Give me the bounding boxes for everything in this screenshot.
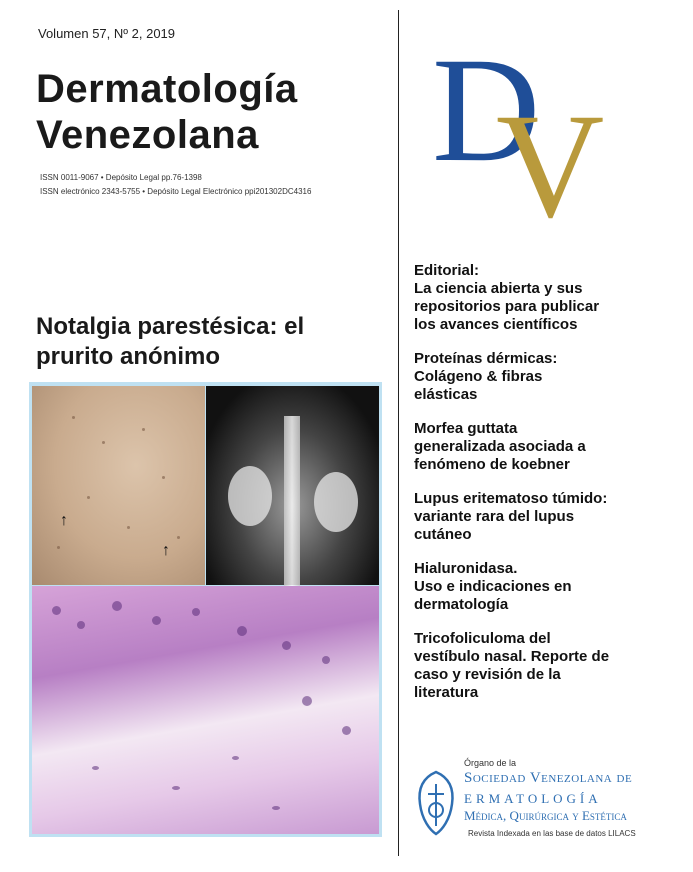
- issn-print: ISSN 0011-9067 • Depósito Legal pp.76-1398: [40, 173, 202, 182]
- arrow-icon: ↑: [60, 512, 68, 529]
- article-line: Editorial:: [414, 262, 480, 279]
- dv-logo: [432, 28, 632, 228]
- article-line: elásticas: [414, 386, 478, 403]
- cover-story-title-line-1: Notalgia parestésica: el: [36, 313, 305, 340]
- article-line: Lupus eritematoso túmido:: [414, 490, 608, 507]
- histology-image: [32, 586, 379, 834]
- indexed-note: Revista Indexada en las base de datos LILACS: [468, 829, 636, 838]
- article-morfea: [414, 420, 674, 474]
- article-line: La ciencia abierta y sus: [414, 280, 583, 297]
- article-line: Morfea guttata: [414, 420, 518, 437]
- article-line: repositorios para publicar: [414, 298, 600, 315]
- article-line: Uso e indicaciones en: [414, 578, 572, 595]
- clinical-photo-back: [32, 386, 205, 585]
- logo-letter-d: D: [432, 28, 541, 193]
- article-editorial: [414, 262, 674, 334]
- article-line: Proteínas dérmicas:: [414, 350, 558, 367]
- article-line: Hialuronidasa.: [414, 560, 518, 577]
- logo-letter-v: V: [496, 83, 605, 228]
- volume-issue: Volumen 57, Nº 2, 2019: [38, 26, 176, 41]
- journal-title-line-1: Dermatología: [36, 67, 298, 111]
- article-lupus: [414, 490, 674, 544]
- article-line: generalizada asociada a: [414, 438, 586, 455]
- article-line: cutáneo: [414, 526, 472, 543]
- organo-label: Órgano de la: [464, 758, 517, 768]
- journal-title-line-2: Venezolana: [36, 113, 259, 157]
- arrow-icon: ↑: [162, 542, 170, 559]
- cover-story-title-line-2: prurito anónimo: [36, 343, 220, 370]
- article-line: dermatología: [414, 596, 509, 613]
- article-line: los avances científicos: [414, 316, 578, 333]
- article-tricofoliculoma: [414, 630, 674, 702]
- article-line: caso y revisión de la: [414, 666, 561, 683]
- society-name-line-3: Médica, Quirúrgica y Estética: [464, 808, 627, 823]
- article-proteinas: [414, 350, 674, 404]
- article-line: Tricofoliculoma del: [414, 630, 551, 647]
- article-line: fenómeno de koebner: [414, 456, 570, 473]
- article-line: literatura: [414, 684, 479, 701]
- society-emblem-icon: [412, 770, 460, 836]
- article-hialuronidasa: [414, 560, 674, 614]
- article-line: variante rara del lupus: [414, 508, 575, 525]
- journal-title: [36, 66, 298, 158]
- society-name-line-1: Sociedad Venezolana de: [464, 770, 633, 786]
- society-name-line-2: ermatología: [464, 787, 602, 808]
- article-line: vestíbulo nasal. Reporte de: [414, 648, 610, 665]
- cover-story-title: [36, 312, 376, 372]
- issn-electronic: ISSN electrónico 2343-5755 • Depósito Legal Electrónico ppi201302DC4316: [40, 187, 312, 196]
- article-list: [414, 262, 674, 718]
- column-divider: [398, 10, 399, 856]
- xray-image: [206, 386, 379, 585]
- article-line: Colágeno & fibras: [414, 368, 543, 385]
